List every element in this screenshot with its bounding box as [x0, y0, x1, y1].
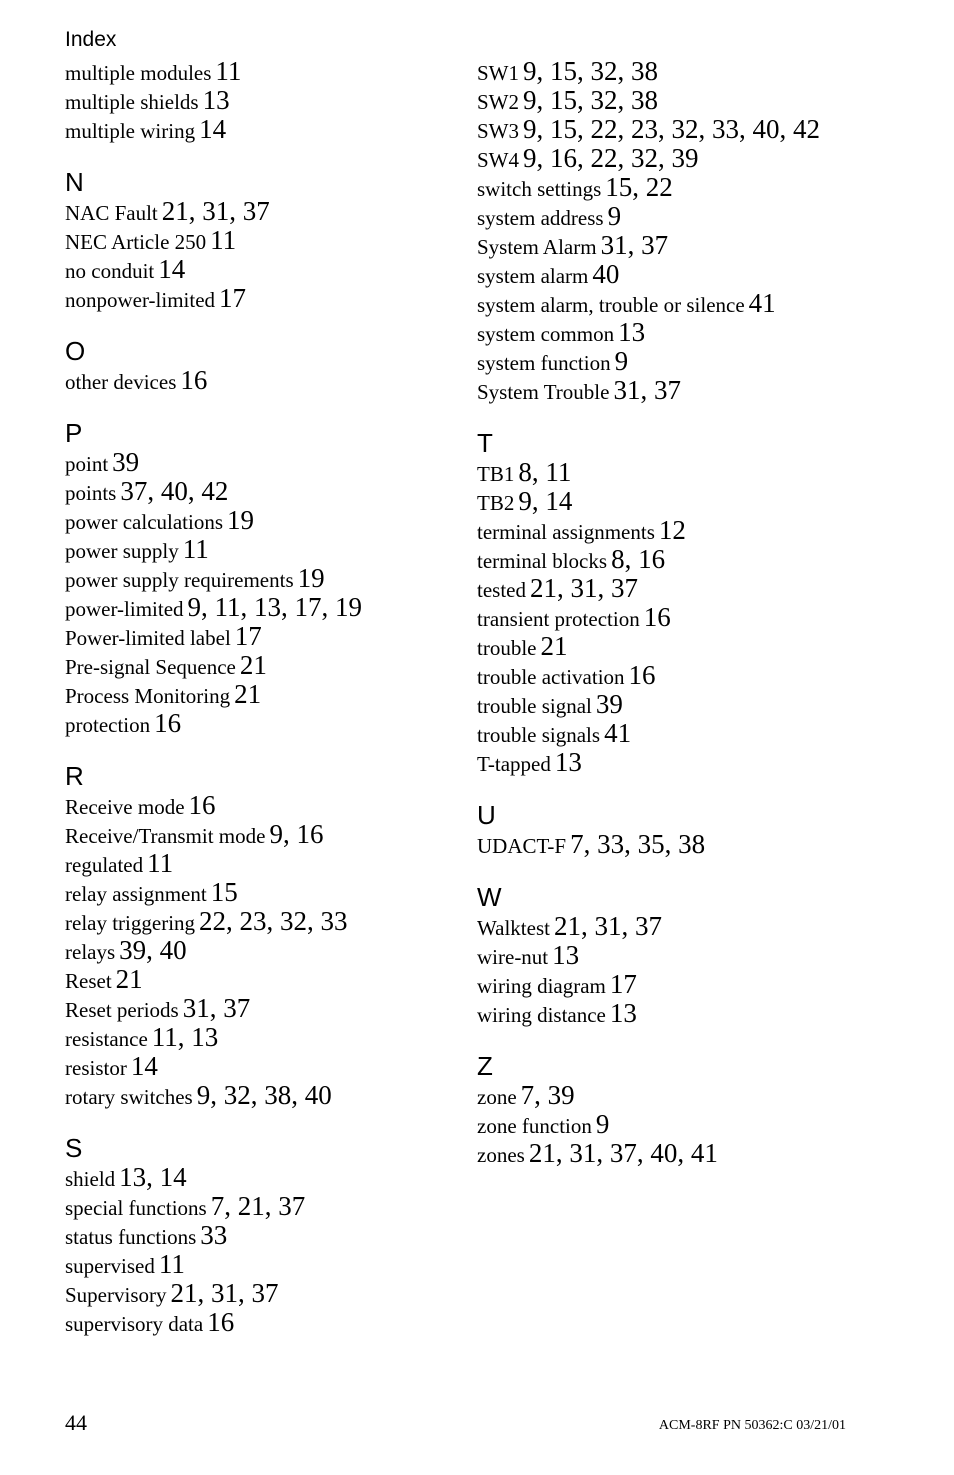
document-id: ACM-8RF PN 50362:C 03/21/01: [658, 1418, 846, 1433]
index-entry: [477, 173, 927, 202]
index-pages: 19: [227, 505, 255, 535]
index-term: zone function: [477, 1114, 592, 1138]
index-pages: 8, 11: [518, 457, 572, 487]
index-term: tested: [477, 578, 526, 602]
index-entry: [477, 830, 927, 859]
index-pages: 12: [658, 515, 686, 545]
section-letter: O: [65, 336, 86, 366]
index-entry: [477, 661, 927, 690]
index-term: power supply requirements: [65, 568, 294, 592]
index-pages: 13: [618, 317, 646, 347]
index-entry: [65, 1308, 465, 1337]
index-pages: 40: [592, 259, 620, 289]
index-entry: [477, 487, 927, 516]
index-entry: [477, 748, 927, 777]
index-pages: 22, 23, 32, 33: [199, 906, 348, 936]
index-entry: [477, 231, 927, 260]
index-pages: 11: [182, 534, 209, 564]
index-entry: [477, 86, 927, 115]
index-pages: 31, 37: [613, 375, 681, 405]
index-term: system address: [477, 206, 604, 230]
index-entry: [477, 57, 927, 86]
index-entry: [65, 477, 465, 506]
index-pages: 39: [112, 447, 140, 477]
section-letter: T: [477, 428, 493, 458]
index-pages: 13: [554, 747, 582, 777]
index-pages: 19: [297, 563, 325, 593]
index-pages: 21, 31, 37: [161, 196, 270, 226]
index-term: power-limited: [65, 597, 184, 621]
index-term: zones: [477, 1143, 525, 1167]
index-entry: [477, 260, 927, 289]
index-term: Supervisory: [65, 1283, 167, 1307]
index-entry: [65, 994, 465, 1023]
index-term: SW2: [477, 90, 519, 114]
section-letter: S: [65, 1133, 83, 1163]
index-pages: 14: [199, 114, 227, 144]
index-pages: 9, 32, 38, 40: [196, 1080, 332, 1110]
index-term: NEC Article 250: [65, 230, 207, 254]
index-term: system function: [477, 351, 611, 375]
index-term: SW1: [477, 61, 519, 85]
index-entry: [65, 907, 465, 936]
index-column-right: [477, 57, 927, 1168]
index-entry: [477, 999, 927, 1028]
index-header: Index: [65, 28, 117, 51]
index-entry: [477, 941, 927, 970]
index-entry: [477, 347, 927, 376]
index-term: trouble signal: [477, 694, 592, 718]
index-entry: [477, 115, 927, 144]
index-pages: 15: [210, 877, 238, 907]
section-letter: Z: [477, 1051, 493, 1081]
index-pages: 39, 40: [119, 935, 187, 965]
index-entry: [65, 1052, 465, 1081]
index-term: nonpower-limited: [65, 288, 216, 312]
index-entry: [477, 912, 927, 941]
index-term: TB1: [477, 462, 515, 486]
index-term: power supply: [65, 539, 179, 563]
index-entry: [65, 1163, 465, 1192]
index-entry: [65, 1221, 465, 1250]
index-entry: [65, 936, 465, 965]
index-term: wiring distance: [477, 1003, 606, 1027]
index-term: wiring diagram: [477, 974, 606, 998]
index-pages: 16: [628, 660, 656, 690]
index-entry: [477, 144, 927, 173]
index-term: points: [65, 481, 117, 505]
index-entry: [477, 376, 927, 405]
section-letter: P: [65, 418, 83, 448]
index-entry: [477, 690, 927, 719]
index-term: Receive/Transmit mode: [65, 824, 266, 848]
index-entry: [65, 1192, 465, 1221]
index-entry: [65, 57, 465, 86]
index-entry: [477, 632, 927, 661]
index-pages: 14: [130, 1051, 158, 1081]
section-letter: W: [477, 882, 502, 912]
index-pages: 16: [154, 708, 182, 738]
index-entry: [477, 1110, 927, 1139]
index-term: protection: [65, 713, 151, 737]
index-term: transient protection: [477, 607, 640, 631]
index-entry: [65, 680, 465, 709]
index-term: UDACT-F: [477, 834, 567, 858]
index-term: SW4: [477, 148, 519, 172]
index-pages: 9: [614, 346, 629, 376]
index-pages: 9, 15, 32, 38: [523, 56, 658, 86]
index-pages: 17: [234, 621, 262, 651]
index-pages: 17: [219, 283, 247, 313]
index-entry: [65, 564, 465, 593]
index-pages: 21: [115, 964, 143, 994]
index-term: terminal assignments: [477, 520, 655, 544]
index-term: power calculations: [65, 510, 224, 534]
index-pages: 21: [239, 650, 267, 680]
index-entry: [65, 849, 465, 878]
index-term: multiple modules: [65, 61, 212, 85]
index-term: relays: [65, 940, 116, 964]
index-term: relay assignment: [65, 882, 207, 906]
index-pages: 31, 37: [182, 993, 251, 1023]
index-term: switch settings: [477, 177, 602, 201]
index-pages: 31, 37: [600, 230, 669, 260]
index-entry: [65, 651, 465, 680]
index-pages: 9, 15, 32, 38: [523, 85, 658, 115]
page-number: 44: [65, 1410, 87, 1435]
index-entry: [477, 516, 927, 545]
index-term: Receive mode: [65, 795, 185, 819]
index-pages: 11, 13: [151, 1022, 219, 1052]
index-term: shield: [65, 1167, 116, 1191]
index-entry: [65, 1081, 465, 1110]
index-pages: 9, 15, 22, 23, 32, 33, 40, 42: [523, 114, 820, 144]
index-term: System Alarm: [477, 235, 597, 259]
index-term: Power-limited label: [65, 626, 231, 650]
index-pages: 21, 31, 37: [553, 911, 662, 941]
index-term: system alarm: [477, 264, 589, 288]
index-pages: 13: [202, 85, 230, 115]
index-term: System Trouble: [477, 380, 610, 404]
index-pages: 11: [147, 848, 174, 878]
index-pages: 33: [200, 1220, 228, 1250]
index-entry: [477, 458, 927, 487]
index-term: wire-nut: [477, 945, 549, 969]
index-term: status functions: [65, 1225, 197, 1249]
index-pages: 21, 31, 37: [529, 573, 638, 603]
index-pages: 13: [552, 940, 580, 970]
index-pages: 8, 16: [611, 544, 666, 574]
index-term: multiple wiring: [65, 119, 196, 143]
index-entry: [65, 622, 465, 651]
index-term: rotary switches: [65, 1085, 193, 1109]
index-pages: 21: [234, 679, 262, 709]
index-pages: 16: [643, 602, 671, 632]
index-entry: [65, 197, 465, 226]
index-pages: 16: [207, 1307, 235, 1337]
index-term: other devices: [65, 370, 177, 394]
index-entry: [65, 115, 465, 144]
index-entry: [65, 506, 465, 535]
index-term: resistor: [65, 1056, 127, 1080]
index-pages: 16: [188, 790, 216, 820]
index-pages: 9: [595, 1109, 610, 1139]
index-pages: 21: [540, 631, 568, 661]
index-pages: 13: [609, 998, 637, 1028]
index-entry: [65, 965, 465, 994]
index-entry: [65, 226, 465, 255]
index-pages: 41: [748, 288, 776, 318]
index-entry: [65, 593, 465, 622]
index-entry: [477, 719, 927, 748]
index-term: terminal blocks: [477, 549, 608, 573]
index-entry: [65, 878, 465, 907]
index-term: resistance: [65, 1027, 148, 1051]
index-entry: [65, 284, 465, 313]
index-pages: 7, 39: [520, 1080, 575, 1110]
index-term: Reset periods: [65, 998, 179, 1022]
index-term: supervisory data: [65, 1312, 204, 1336]
index-pages: 9: [607, 201, 622, 231]
index-term: Process Monitoring: [65, 684, 231, 708]
index-entry: [477, 970, 927, 999]
index-term: regulated: [65, 853, 144, 877]
index-term: relay triggering: [65, 911, 196, 935]
index-pages: 16: [180, 365, 208, 395]
index-entry: [65, 820, 465, 849]
index-entry: [65, 86, 465, 115]
index-entry: [477, 603, 927, 632]
index-term: supervised: [65, 1254, 155, 1278]
index-term: zone: [477, 1085, 517, 1109]
index-entry: [477, 1139, 927, 1168]
index-pages: 7, 21, 37: [210, 1191, 306, 1221]
index-term: special functions: [65, 1196, 207, 1220]
index-term: no conduit: [65, 259, 155, 283]
index-entry: [65, 1279, 465, 1308]
index-column-left: [65, 57, 465, 1337]
index-term: system alarm, trouble or silence: [477, 293, 745, 317]
index-entry: [65, 255, 465, 284]
section-letter: N: [65, 167, 84, 197]
index-pages: 21, 31, 37, 40, 41: [528, 1138, 718, 1168]
index-term: Pre-signal Sequence: [65, 655, 236, 679]
index-pages: 9, 11, 13, 17, 19: [187, 592, 363, 622]
index-pages: 21, 31, 37: [170, 1278, 279, 1308]
index-pages: 39: [595, 689, 623, 719]
index-term: trouble activation: [477, 665, 625, 689]
index-pages: 7, 33, 35, 38: [570, 829, 706, 859]
index-pages: 11: [158, 1249, 185, 1279]
index-term: system common: [477, 322, 615, 346]
index-pages: 11: [215, 56, 242, 86]
index-term: Walktest: [477, 916, 550, 940]
index-term: TB2: [477, 491, 515, 515]
index-entry: [65, 709, 465, 738]
index-term: point: [65, 452, 109, 476]
index-term: trouble: [477, 636, 537, 660]
index-entry: [65, 1250, 465, 1279]
index-entry: [65, 791, 465, 820]
index-term: Reset: [65, 969, 112, 993]
index-pages: 41: [604, 718, 632, 748]
index-pages: 13, 14: [119, 1162, 187, 1192]
index-entry: [65, 448, 465, 477]
index-term: trouble signals: [477, 723, 601, 747]
index-entry: [477, 574, 927, 603]
index-entry: [477, 318, 927, 347]
index-entry: [477, 289, 927, 318]
index-term: T-tapped: [477, 752, 551, 776]
index-pages: 11: [210, 225, 237, 255]
index-pages: 15, 22: [605, 172, 673, 202]
index-pages: 14: [158, 254, 186, 284]
index-term: multiple shields: [65, 90, 199, 114]
index-pages: 37, 40, 42: [120, 476, 229, 506]
index-term: NAC Fault: [65, 201, 158, 225]
index-pages: 9, 16: [269, 819, 324, 849]
index-pages: 17: [609, 969, 637, 999]
section-letter: U: [477, 800, 496, 830]
index-entry: [477, 545, 927, 574]
index-entry: [65, 366, 465, 395]
index-pages: 9, 16, 22, 32, 39: [523, 143, 699, 173]
section-letter: R: [65, 761, 84, 791]
index-entry: [477, 1081, 927, 1110]
index-entry: [65, 535, 465, 564]
index-entry: [477, 202, 927, 231]
index-term: SW3: [477, 119, 519, 143]
index-pages: 9, 14: [518, 486, 573, 516]
index-entry: [65, 1023, 465, 1052]
